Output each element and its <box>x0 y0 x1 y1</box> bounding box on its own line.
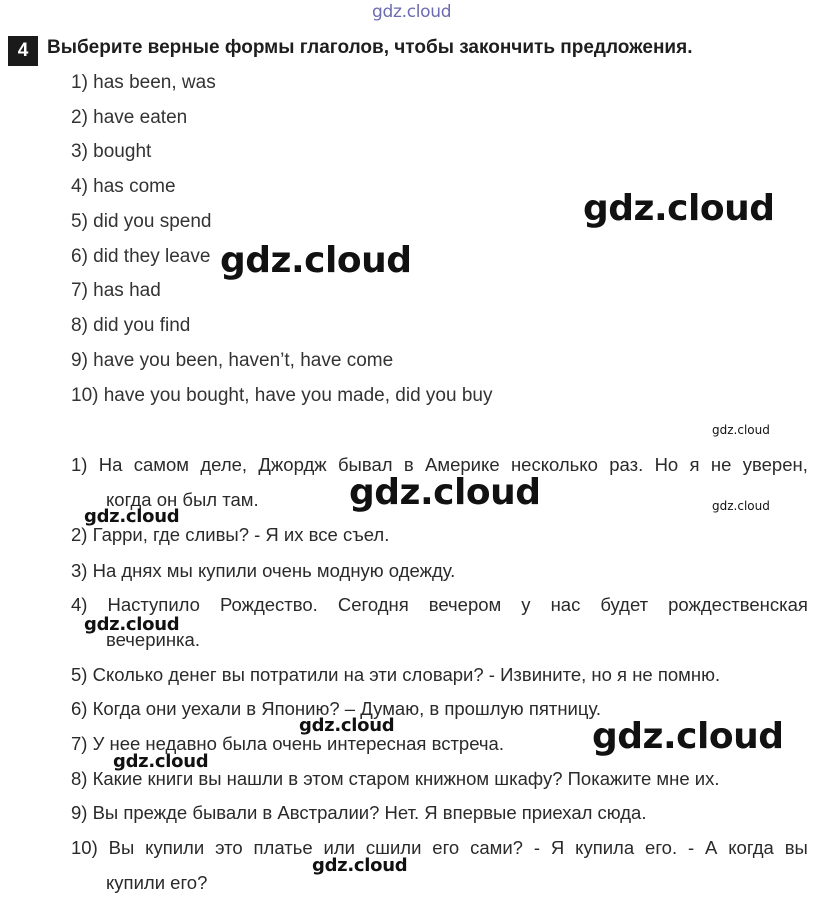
answer-item: 1) has been, was <box>71 72 216 93</box>
translation-3: 3) На днях мы купили очень модную одежду. <box>71 560 456 581</box>
watermark: gdz.cloud <box>349 472 541 513</box>
translation-2: 2) Гарри, где сливы? - Я их все съел. <box>71 524 390 545</box>
watermark: gdz.cloud <box>84 614 180 635</box>
translation-1-line-1: 1) На самом деле, Джордж бывал в Америке несколько раз. Но я не уверен, <box>71 454 808 475</box>
watermark: gdz.cloud <box>312 855 408 876</box>
translation-4-line-2: вечеринка. <box>106 629 200 650</box>
translation-5: 5) Сколько денег вы потратили на эти словари? - Извините, но я не помню. <box>71 664 721 685</box>
answer-item: 7) has had <box>71 280 161 301</box>
watermark-top: gdz.cloud <box>372 2 452 22</box>
exercise-number-badge: 4 <box>8 36 38 66</box>
answer-item: 3) bought <box>71 141 152 162</box>
translation-4-line-1: 4) Наступило Рождество. Сегодня вечером у нас будет рождественская <box>71 594 808 615</box>
answer-item: 9) have you been, haven’t, have come <box>71 350 394 371</box>
answer-item: 10) have you bought, have you made, did you buy <box>71 385 493 406</box>
translation-9: 9) Вы прежде бывали в Австралии? Нет. Я впервые приехал сюда. <box>71 802 647 823</box>
watermark: gdz.cloud <box>712 423 770 437</box>
watermark: gdz.cloud <box>220 240 412 281</box>
translation-10-line-1: 10) Вы купили это платье или сшили его сами? - Я купила его. - А когда вы <box>71 837 808 858</box>
watermark: gdz.cloud <box>712 499 770 513</box>
watermark: gdz.cloud <box>84 506 180 527</box>
answer-item: 4) has come <box>71 176 176 197</box>
translation-6: 6) Когда они уехали в Японию? – Думаю, в прошлую пятницу. <box>71 698 602 719</box>
translation-10-line-2: купили его? <box>106 872 208 893</box>
translation-8: 8) Какие книги вы нашли в этом старом книжном шкафу? Покажите мне их. <box>71 768 720 789</box>
answer-item: 2) have eaten <box>71 107 188 128</box>
watermark: gdz.cloud <box>592 716 784 757</box>
watermark: gdz.cloud <box>299 715 395 736</box>
translation-1-line-2: когда он был там. <box>106 489 259 510</box>
answer-item: 6) did they leave <box>71 246 211 267</box>
exercise-title: Выберите верные формы глаголов, чтобы закончить предложения. <box>47 37 693 58</box>
watermark: gdz.cloud <box>583 188 775 229</box>
translation-7: 7) У нее недавно была очень интересная встреча. <box>71 733 504 754</box>
answer-item: 8) did you find <box>71 315 191 336</box>
answer-item: 5) did you spend <box>71 211 212 232</box>
watermark: gdz.cloud <box>113 751 209 772</box>
